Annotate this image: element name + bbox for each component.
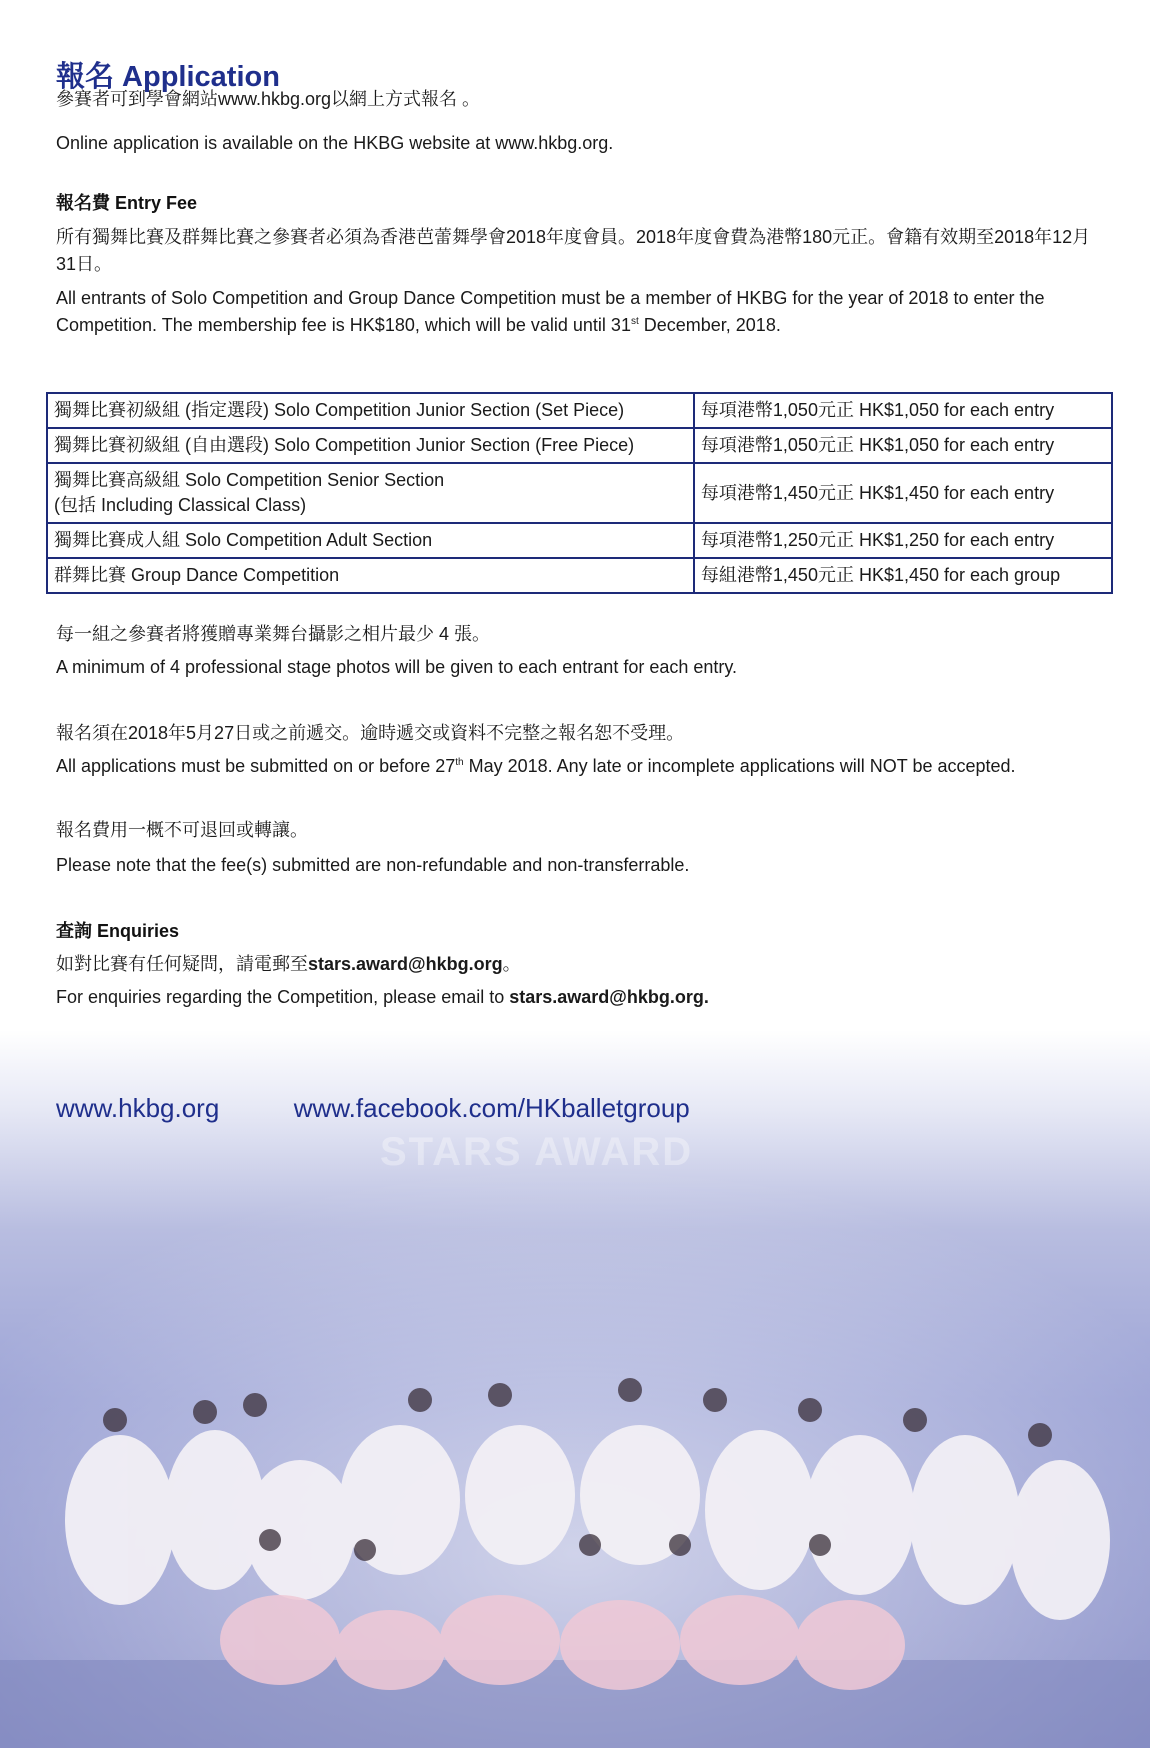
entry-fee-en-sup: st <box>630 316 639 327</box>
entry-fee-heading <box>56 190 197 217</box>
fee-table-row <box>47 523 1112 558</box>
application-zh: 參賽者可到學會網站www.hkbg.org以網上方式報名 。 <box>56 89 481 109</box>
entry-fee-heading-text: 報名費 Entry Fee <box>56 193 198 213</box>
fee-amount-cell: 每項港幣1,050元正 HK$1,050 for each entry <box>694 393 1112 428</box>
fee-item-label: 獨舞比賽初級組 (指定選段) Solo Competition Junior Section (Set Piece) <box>54 400 625 420</box>
application-heading: 報名 Application <box>56 61 280 93</box>
refund-note-zh: 報名費用一概不可退回或轉讓。 <box>56 820 308 840</box>
fee-amount-cell: 每組港幣1,450元正 HK$1,450 for each group <box>694 558 1112 593</box>
entry-fee-en <box>56 285 1106 339</box>
fee-table-row <box>47 558 1112 593</box>
deadline-note-zh: 報名須在2018年5月27日或之前遞交。逾時遞交或資料不完整之報名恕不受理。 <box>56 723 685 743</box>
enquiries-email-link[interactable]: stars.award@hkbg.org <box>308 954 503 974</box>
enquiries-en-email-link[interactable]: stars.award@hkbg.org. <box>509 987 709 1007</box>
enquiries-zh <box>56 951 521 978</box>
enquiries-zh-part2: 。 <box>502 954 521 974</box>
fee-item-label: 獨舞比賽初級組 (自由選段) Solo Competition Junior Section (Free Piece) <box>54 435 635 455</box>
application-en: Online application is available on the HKBG website at www.hkbg.org. <box>56 133 614 153</box>
enquiries-heading-text: 查詢 Enquiries <box>56 921 180 941</box>
deadline-note-en-sup: th <box>455 757 464 768</box>
deadline-note-en-part2: May 2018. Any late or incomplete applications will NOT be accepted. <box>463 756 1016 776</box>
entry-fee-en-part1: All entrants of Solo Competition and Group Dance Competition must be a member of HKBG for the year of 2018 to enter the Competition. The membership fee is HK$180, which will be valid until 31 <box>56 288 1045 335</box>
fee-amount-cell: 每項港幣1,250元正 HK$1,250 for each entry <box>694 523 1112 558</box>
fee-table <box>46 392 1113 594</box>
deadline-note-en-part1: All applications must be submitted on or before 27 <box>56 756 456 776</box>
enquiries-heading <box>56 918 179 945</box>
fee-item-cell <box>47 463 694 523</box>
fee-item-cell <box>47 523 694 558</box>
enquiries-zh-part1: 如對比賽有任何疑問，請電郵至 <box>56 954 308 974</box>
fee-item-sublabel: (包括 Including Classical Class) <box>54 495 307 515</box>
fee-item-cell <box>47 393 694 428</box>
fee-table-row <box>47 428 1112 463</box>
enquiries-en-part1: For enquiries regarding the Competition, please email to <box>56 987 510 1007</box>
fee-item-cell <box>47 428 694 463</box>
fee-item-label: 獨舞比賽成人組 Solo Competition Adult Section <box>54 530 433 550</box>
photos-note-zh: 每一組之參賽者將獲贈專業舞台攝影之相片最少 4 張。 <box>56 624 491 644</box>
enquiries-en <box>56 984 709 1011</box>
refund-note-en: Please note that the fee(s) submitted are non-refundable and non-transferrable. <box>56 855 690 875</box>
ballet-photo <box>0 1100 1150 1748</box>
fee-item-cell <box>47 558 694 593</box>
fee-item-label: 獨舞比賽高級組 Solo Competition Senior Section <box>54 470 445 490</box>
fee-table-row <box>47 393 1112 428</box>
photos-note-en: A minimum of 4 professional stage photos will be given to each entrant for each entry. <box>56 657 738 677</box>
fee-amount-cell: 每項港幣1,450元正 HK$1,450 for each entry <box>694 463 1112 523</box>
fee-item-label: 群舞比賽 Group Dance Competition <box>54 565 340 585</box>
deadline-note-en <box>56 753 1016 780</box>
fee-table-row <box>47 463 1112 523</box>
entry-fee-zh: 所有獨舞比賽及群舞比賽之參賽者必須為香港芭蕾舞學會2018年度會員。2018年度會費為港幣180元正。會籍有效期至2018年12月31日。 <box>56 227 1091 274</box>
fee-table-body <box>47 393 1112 593</box>
fee-amount-cell: 每項港幣1,050元正 HK$1,050 for each entry <box>694 428 1112 463</box>
entry-fee-en-part2: December, 2018. <box>638 315 781 335</box>
